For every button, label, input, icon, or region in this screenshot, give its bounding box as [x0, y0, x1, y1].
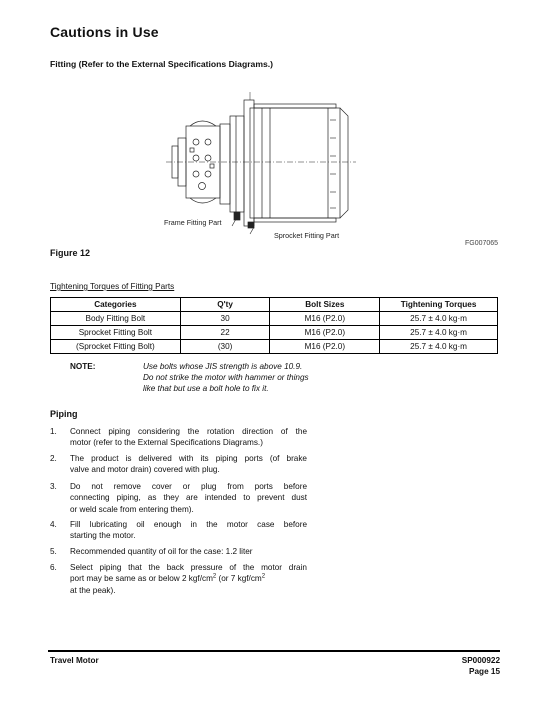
table-row [51, 312, 498, 326]
table-row [51, 326, 498, 340]
list-line-text: (or 7 kgf/cm [218, 574, 262, 584]
list-line: connecting piping, as they are intended to prevent dust [70, 493, 307, 503]
list-line-text: port may be same as or below 2 kgf/cm [70, 574, 213, 584]
travel-motor-diagram [150, 86, 370, 246]
superscript: 2 [212, 573, 217, 580]
sprocket-fitting-label: Sprocket Fitting Part [274, 231, 340, 240]
cell-category: (Sprocket Fitting Bolt) [51, 340, 181, 354]
footer-document-code: SP000922 [461, 656, 500, 665]
cell-category: Sprocket Fitting Bolt [51, 326, 181, 340]
footer-section-title: Travel Motor [50, 656, 99, 665]
list-number: 4. [50, 520, 57, 529]
list-line: Fill lubricating oil enough in the motor case before [70, 520, 307, 529]
page-title: Cautions in Use [50, 24, 159, 40]
list-line: or weld scale from entering them). [70, 504, 194, 514]
table-header-row [51, 298, 498, 312]
cell-qty: (30) [180, 340, 270, 354]
cell-torque: 25.7 ± 4.0 kg·m [380, 340, 498, 354]
list-line: Recommended quantity of oil for the case: 1.2 liter [70, 547, 253, 556]
note-line: like that but use a bolt hole to fix it. [143, 384, 269, 393]
cell-bolt-size: M16 (P2.0) [270, 312, 380, 326]
list-line: valve and motor drain) covered with plug. [70, 465, 220, 475]
cell-torque: 25.7 ± 4.0 kg·m [380, 312, 498, 326]
cell-torque: 25.7 ± 4.0 kg·m [380, 326, 498, 340]
cell-bolt-size: M16 (P2.0) [270, 326, 380, 340]
figure-caption: Figure 12 [50, 248, 91, 258]
torque-table [50, 297, 498, 354]
list-line: Do not remove cover or plug from ports before [70, 482, 307, 491]
piping-heading: Piping [50, 409, 78, 419]
list-number: 3. [50, 482, 57, 491]
table-heading: Tightening Torques of Fitting Parts [50, 282, 175, 291]
list-line: The product is delivered with its piping ports (of brake [70, 454, 307, 463]
list-number: 1. [50, 427, 57, 436]
list-line [70, 573, 307, 584]
list-number: 6. [50, 563, 57, 572]
cell-qty: 30 [180, 312, 270, 326]
cell-qty: 22 [180, 326, 270, 340]
fitting-heading: Fitting (Refer to the External Specifications Diagrams.) [50, 59, 274, 69]
cell-bolt-size: M16 (P2.0) [270, 340, 380, 354]
note-line: Use bolts whose JIS strength is above 10.9. [143, 362, 303, 371]
list-number: 5. [50, 547, 57, 556]
cell-category: Body Fitting Bolt [51, 312, 181, 326]
list-line: Connect piping considering the rotation direction of the [70, 427, 307, 436]
col-header-categories: Categories [51, 298, 181, 312]
table-row [51, 340, 498, 354]
list-line: starting the motor. [70, 531, 136, 541]
footer-divider [48, 650, 500, 652]
list-line: at the peak). [70, 585, 116, 595]
note-label: NOTE: [70, 362, 96, 371]
figure-code: FG007065 [465, 240, 499, 247]
superscript: 2 [261, 573, 266, 580]
list-number: 2. [50, 454, 57, 463]
list-line: motor (refer to the External Specifications Diagrams.) [70, 438, 263, 448]
col-header-torques: Tightening Torques [380, 298, 498, 312]
motor-housing [250, 108, 340, 218]
col-header-bolt-sizes: Bolt Sizes [270, 298, 380, 312]
note-line: Do not strike the motor with hammer or things [143, 373, 309, 382]
footer-page-number: Page 15 [469, 667, 500, 676]
list-line: Select piping that the back pressure of the motor drain [70, 563, 307, 572]
frame-fitting-label: Frame Fitting Part [164, 218, 222, 227]
col-header-qty: Q'ty [180, 298, 270, 312]
